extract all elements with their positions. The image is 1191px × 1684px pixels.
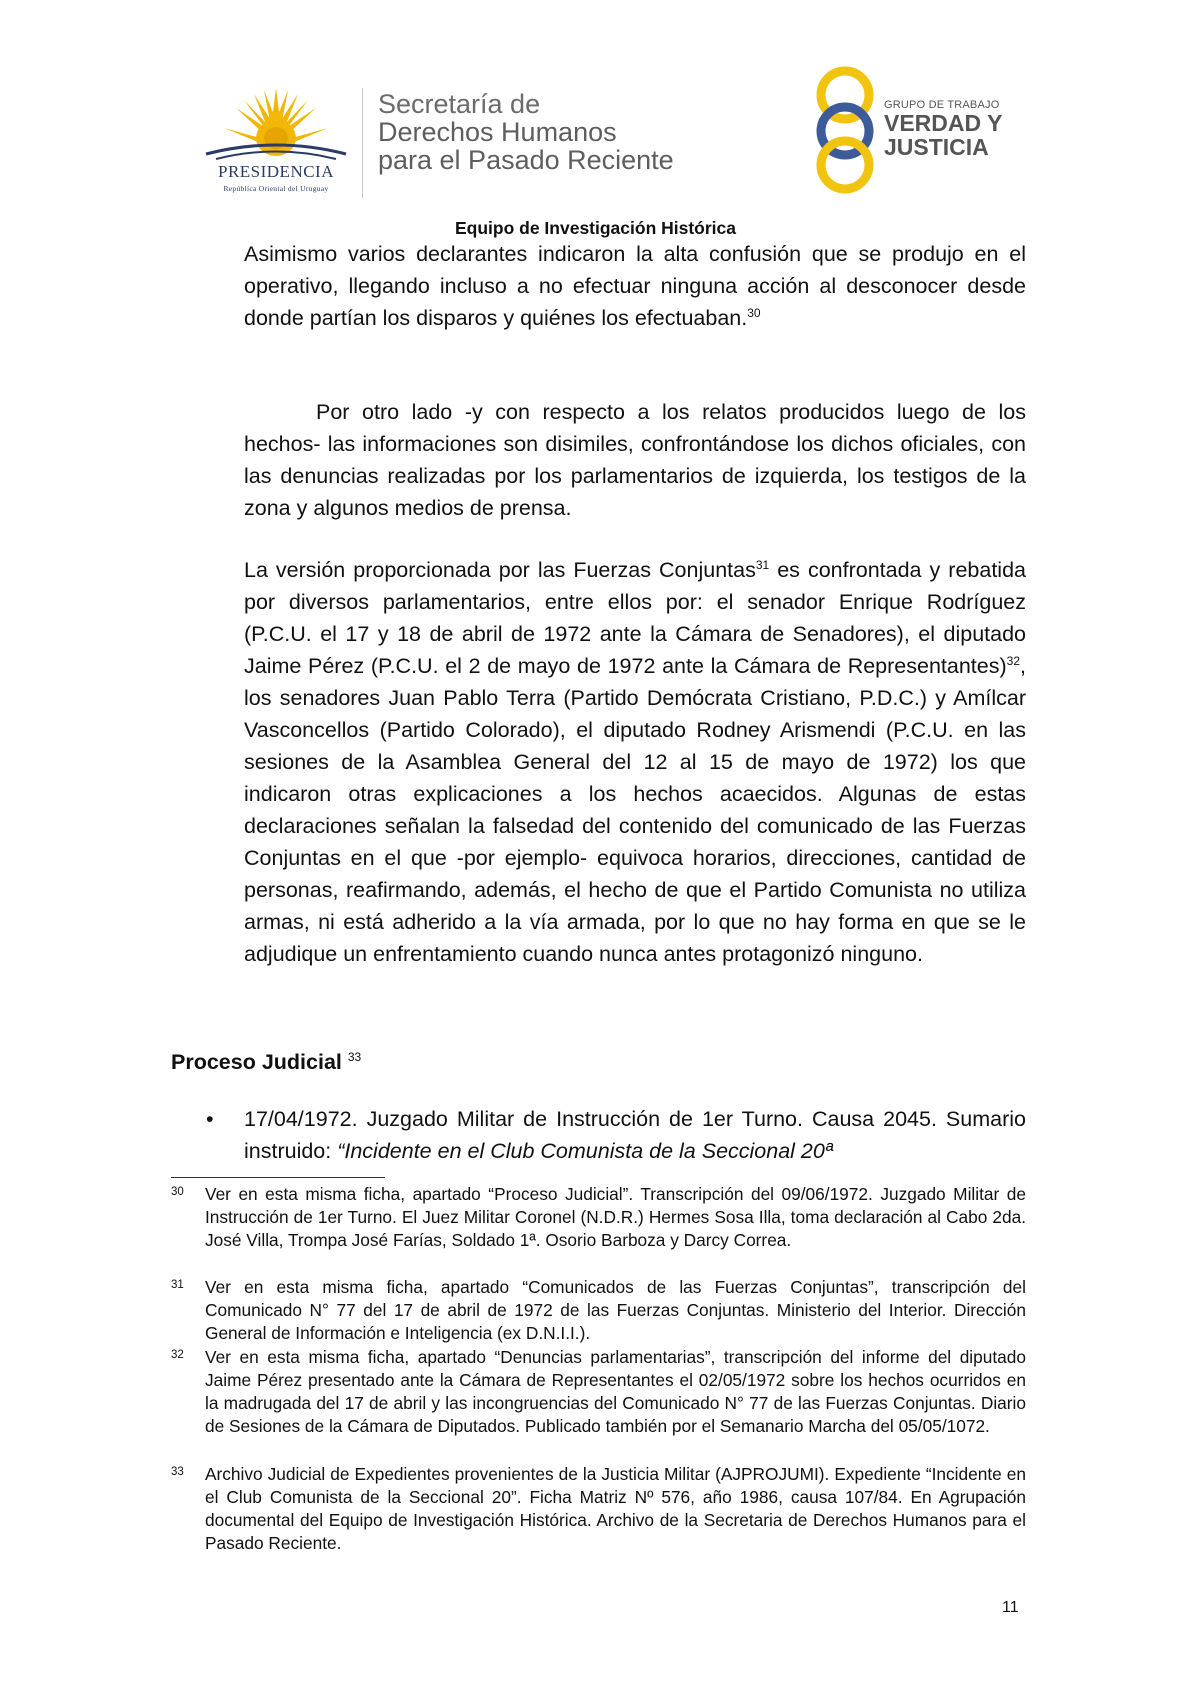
sun-emblem-icon: [196, 80, 356, 160]
footnote-number: 33: [171, 1466, 184, 1478]
justicia-label: JUSTICIA: [884, 134, 989, 160]
footnote-number: 31: [171, 1279, 184, 1291]
footnote-separator: [171, 1177, 385, 1178]
paragraph-3: [244, 554, 1026, 970]
list-item-text: [244, 1103, 1026, 1167]
paragraph-3-text-a: La versión proporcionada por las Fuerzas Conjuntas: [244, 558, 756, 582]
bullet-icon: •: [206, 1107, 214, 1131]
footnote-number: 32: [171, 1349, 184, 1361]
footnote-text: Ver en esta misma ficha, apartado “Proceso Judicial”. Transcripción del 09/06/1972. Juzgado Militar de Instrucción de 1er Turno. El Juez Militar Coronel (N.D.R.) Hermes Sosa Illa, toma declaración al Cabo 2da. José Villa, Trompa José Farías, Soldado 1ª. Osorio Barboza y Darcy Correa.: [205, 1184, 1026, 1250]
paragraph-3-text-c: , los senadores Juan Pablo Terra (Partido Demócrata Cristiano, P.D.C.) y Amílcar Vasconcellos (Partido Colorado), el diputado Rodney Arismendi (P.C.U. en las sesiones de la Asamblea General del 12 al 15 de mayo de 1972) los que indicaron otras explicaciones a los hechos acaecidos. Algunas de estas declaraciones señalan la falsedad del contenido del comunicado de las Fuerzas Conjuntas en el que -por ejemplo- equivoca horarios, direcciones, cantidad de personas, reafirmando, además, el hecho de que el Partido Comunista no utiliza armas, ni está adherido a la vía armada, por lo que no hay forma en que se le adjudique un enfrentamiento cuando nunca antes protagonizó ninguno.: [244, 654, 1026, 966]
paragraph-3-text-b: es confrontada y rebatida por diversos parlamentarios, entre ellos por: el senador Enrique Rodríguez (P.C.U. el 17 y 18 de abril de 1972 ante la Cámara de Senadores), el diputado Jaime Pérez (P.C.U. el 2 de mayo de 1972 ante la Cámara de Representantes): [244, 558, 1026, 678]
secretaria-title: [378, 90, 674, 174]
section-title: Proceso Judicial: [171, 1050, 342, 1074]
footnote-ref-31: 31: [755, 557, 770, 572]
page-number: 11: [1002, 1599, 1019, 1616]
secretaria-line-2: Derechos Humanos: [378, 117, 617, 147]
interlocked-rings-icon: [810, 65, 880, 195]
presidencia-subtitle: República Oriental del Uruguay: [223, 184, 329, 193]
header-divider: [362, 88, 363, 198]
presidencia-name: PRESIDENCIA: [217, 162, 334, 181]
team-title: Equipo de Investigación Histórica: [454, 218, 737, 238]
verdad-label: VERDAD Y: [884, 110, 1003, 136]
list-item-italic: “Incidente en el Club Comunista de la Seccional 20ª: [337, 1139, 833, 1163]
footnote-number: 30: [171, 1186, 184, 1198]
footnote-ref-32: 32: [1006, 653, 1021, 668]
grupo-trabajo-label: GRUPO DE TRABAJO: [884, 99, 1000, 111]
section-heading: [171, 1050, 361, 1075]
page-header: [0, 60, 1191, 210]
presidencia-logo: [196, 80, 356, 200]
footnote-text: Ver en esta misma ficha, apartado “Denuncias parlamentarias”, transcripción del informe del diputado Jaime Pérez presentado ante la Cámara de Representantes el 02/05/1972 sobre los hechos ocurridos en la madrugada del 17 de abril y las incongruencias del Comunicado N° 77 de las Fuerzas Conjuntas. Diario de Sesiones de la Cámara de Diputados. Publicado también por el Semanario Marcha del 05/05/1072.: [205, 1347, 1026, 1436]
footnote-text: Archivo Judicial de Expedientes provenientes de la Justicia Militar (AJPROJUMI). Expediente “Incidente en el Club Comunista de la Seccional 20”. Ficha Matriz Nº 576, año 1986, causa 107/84. En Agrupación documental del Equipo de Investigación Histórica. Archivo de la Secretaria de Derechos Humanos para el Pasado Reciente.: [205, 1464, 1026, 1553]
list-item-plain: 17/04/1972. Juzgado Militar de Instrucción de 1er Turno. Causa 2045. Sumario instruido:: [244, 1107, 1026, 1163]
paragraph-1-text: Asimismo varios declarantes indicaron la alta confusión que se produjo en el operativo, llegando incluso a no efectuar ninguna acción al desconocer desde donde partían los disparos y quiénes los efectuaban.: [244, 242, 1026, 330]
secretaria-line-3: para el Pasado Reciente: [378, 145, 674, 175]
paragraph-1: [244, 238, 1026, 334]
footnote-text: Ver en esta misma ficha, apartado “Comunicados de las Fuerzas Conjuntas”, transcripción del Comunicado N° 77 del 17 de abril de 1972 de las Fuerzas Conjuntas. Ministerio del Interior. Dirección General de Información e Inteligencia (ex D.N.I.I.).: [205, 1277, 1026, 1343]
paragraph-2: Por otro lado -y con respecto a los relatos producidos luego de los hechos- las informaciones son disimiles, confrontándose los dichos oficiales, con las denuncias realizadas por los parlamentarios de izquierda, los testigos de la zona y algunos medios de prensa.: [244, 400, 1026, 520]
secretaria-line-1: Secretaría de: [378, 89, 541, 119]
verdad-justicia-logo: [810, 65, 1010, 195]
footnote-ref-30: 30: [747, 305, 761, 320]
footnote-ref-33: 33: [347, 1049, 362, 1064]
